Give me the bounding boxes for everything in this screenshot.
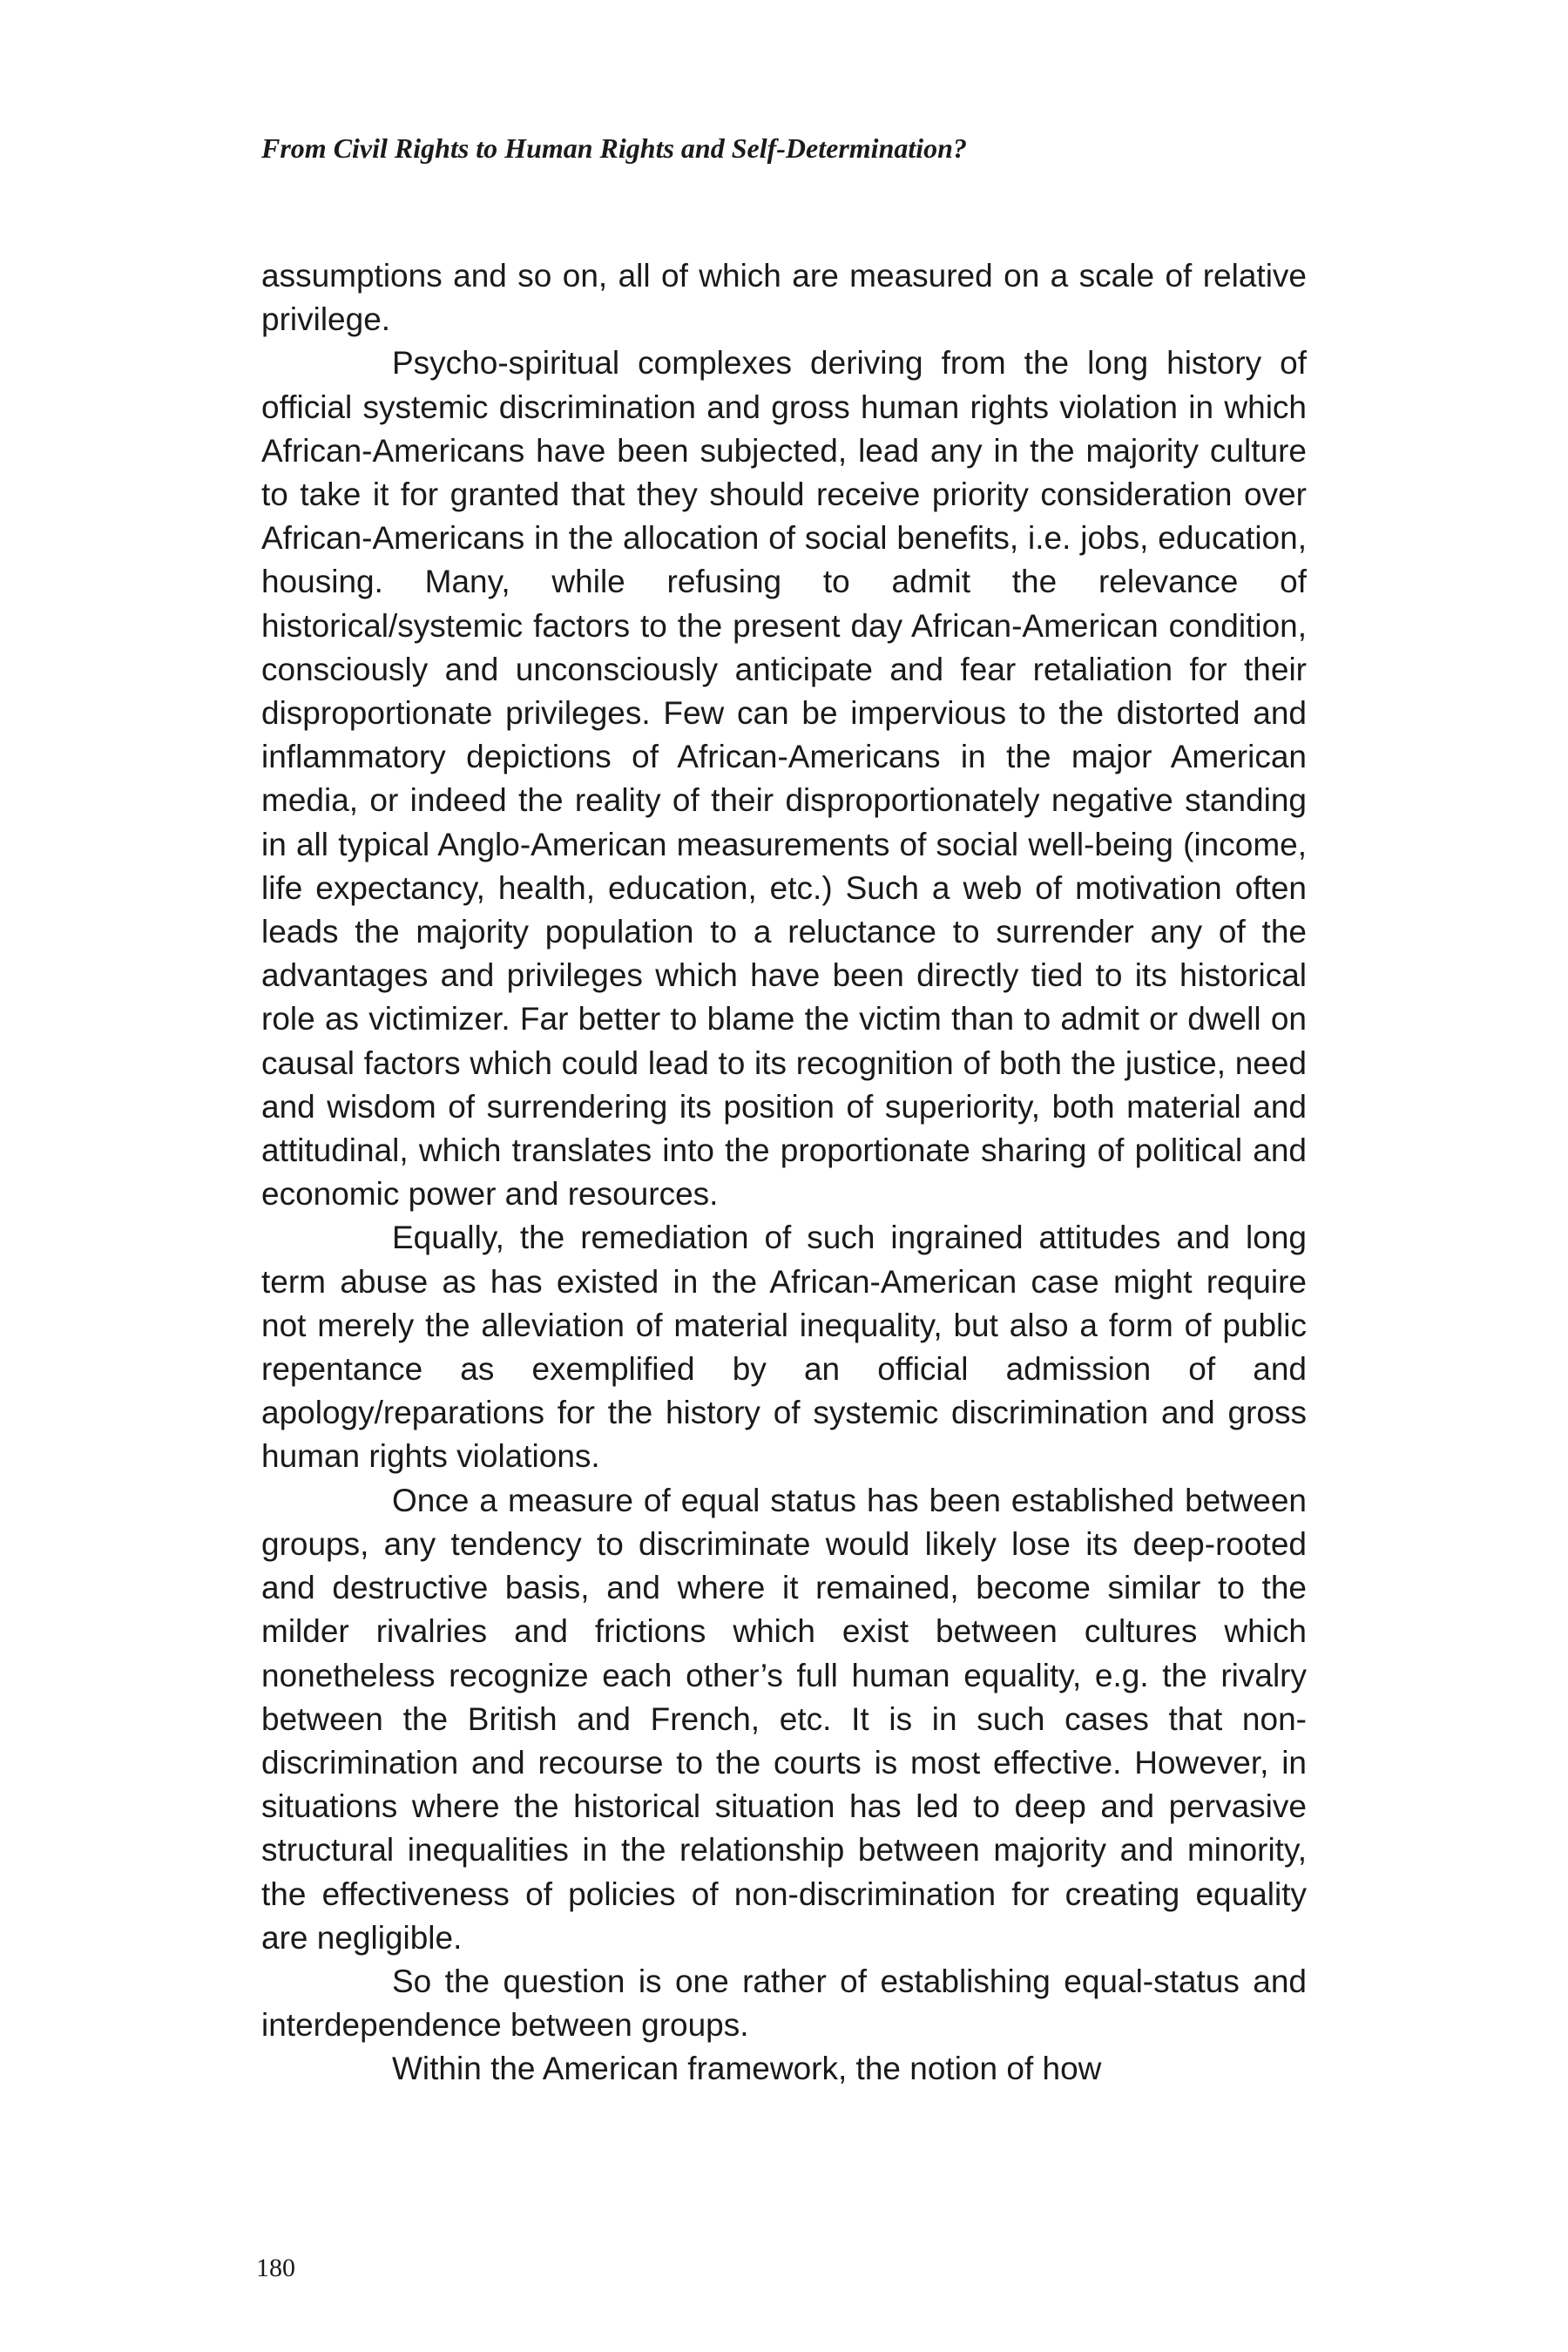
paragraph-remediation: Equally, the remediation of such ingrained attitudes and long term abuse as has existed in the African-American case might require not merely the alleviation of material inequality, but also a form of public repentance as exemplified by an official admission of and apology/reparations for the history of systemic discrimination and gross human rights violations. — [261, 1220, 1307, 1475]
body-text — [261, 254, 1307, 2092]
page-number: 180 — [256, 2254, 295, 2282]
paragraph-american-framework: Within the American framework, the notion of how — [392, 2051, 1102, 2087]
running-header: From Civil Rights to Human Rights and Self-Determination? — [261, 132, 967, 164]
paragraph-psycho-spiritual: Psycho-spiritual complexes deriving from the long history of official systemic discrimination and gross human rights violation in which African-Americans have been subjected, lead any in the majority culture to take it for granted that they should receive priority consideration over African-Americans in the allocation of social benefits, i.e. jobs, education, housing. Many, while refusing to admit the relevance of historical/systemic factors to the present day African-American condition, consciously and unconsciously anticipate and fear retaliation for their disproportionate privileges. Few can be impervious to the distorted and inflammatory depictions of African-Americans in the major American media, or indeed the reality of their disproportionately negative standing in all typical Anglo-American measurements of social well-being (income, life expectancy, health, education, etc.) Such a web of motivation often leads the majority population to a reluctance to surrender any of the advantages and privileges which have been directly tied to its historical role as victimizer. Far better to blame the victim than to admit or dwell on causal factors which could lead to its recognition of both the justice, need and wisdom of surrendering its position of superiority, both material and attitudinal, which translates into the proportionate sharing of political and economic power and resources. — [261, 345, 1307, 1213]
paragraph-continuation: assumptions and so on, all of which are measured on a scale of relative privilege. — [261, 258, 1307, 338]
paragraph-equal-status: Once a measure of equal status has been established between groups, any tendency to discriminate would likely lose its deep-rooted and destructive basis, and where it remained, become similar to the milder rivalries and frictions which exist between cultures which nonetheless recognize each other’s full human equality, e.g. the rivalry between the British and French, etc. It is in such cases that non-discrimination and recourse to the courts is most effective. However, in situations where the historical situation has led to deep and pervasive structural inequalities in the relationship between majority and minority, the effectiveness of policies of non-discrimination for creating equality are negligible. — [261, 1482, 1307, 1956]
paragraph-question: So the question is one rather of establishing equal-status and interdependence between groups. — [261, 1963, 1307, 2044]
